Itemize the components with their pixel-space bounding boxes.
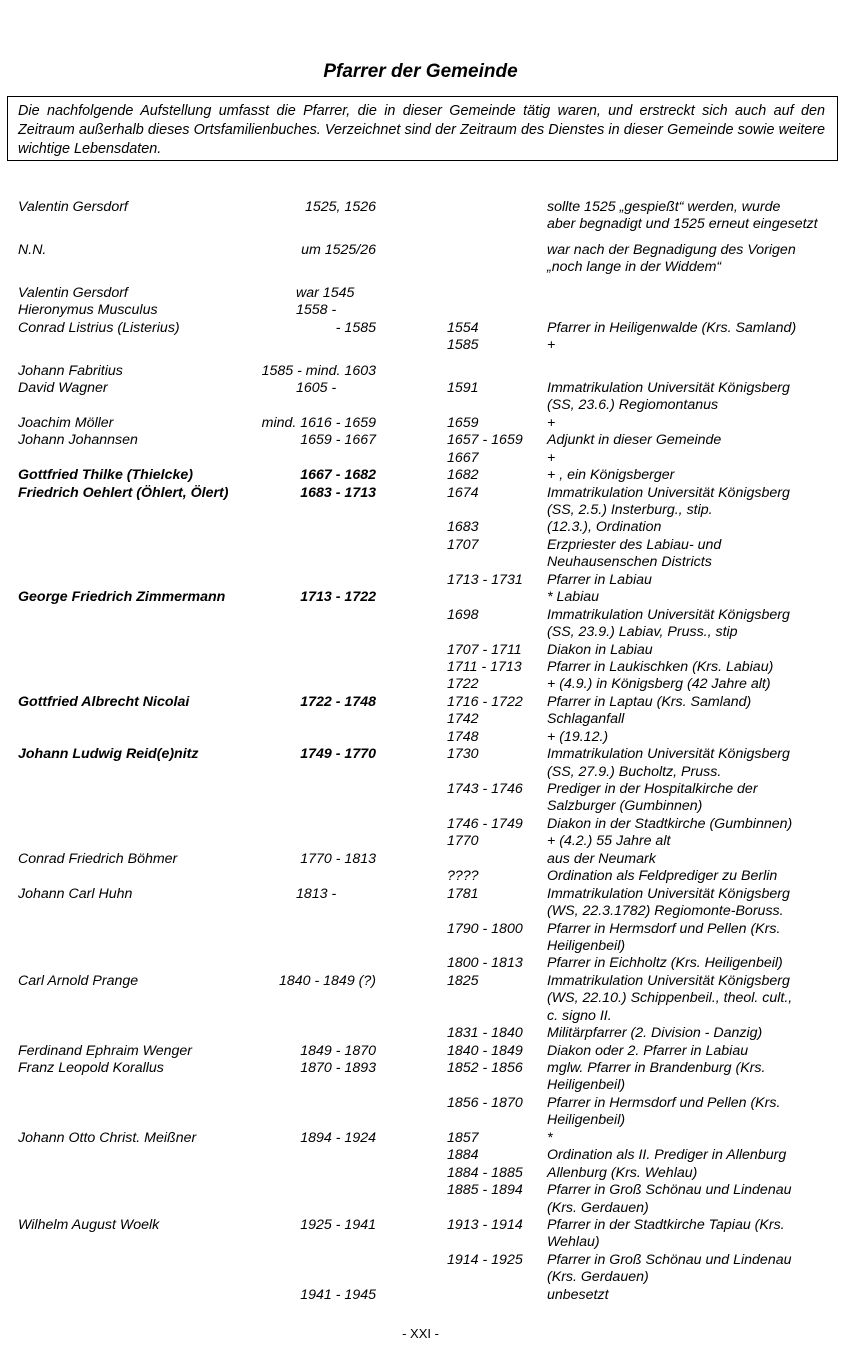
row-spacer (0, 234, 841, 242)
event-note: Militärpfarrer (2. Division - Danzig) (547, 1025, 763, 1042)
event-year: 1840 - 1849 (447, 1042, 523, 1059)
table-row (0, 1269, 841, 1286)
event-year: 1698 (447, 606, 479, 623)
service-term: 1770 - 1813 (300, 850, 376, 867)
event-note: Pfarrer in Hermsdorf und Pellen (Krs. (547, 1094, 781, 1111)
table-row (0, 199, 841, 216)
event-note: Pfarrer in Groß Schönau und Lindenau (547, 1182, 792, 1199)
pastor-name: Johann Carl Huhn (18, 885, 133, 902)
event-note: Immatrikulation Universität Königsberg (547, 972, 790, 989)
table-row (0, 1112, 841, 1129)
event-note: Pfarrer in Laptau (Krs. Samland) (547, 693, 752, 710)
service-term: war 1545 (296, 284, 355, 301)
event-year: 1585 (447, 337, 479, 354)
pastor-name: Wilhelm August Woelk (18, 1216, 160, 1233)
table-row (0, 694, 841, 711)
event-note: Pfarrer in Labiau (547, 571, 652, 588)
service-term: 1894 - 1924 (300, 1129, 376, 1146)
event-note: Schlaganfall (547, 711, 625, 728)
event-note: Pfarrer in Heiligenwalde (Krs. Samland) (547, 319, 797, 336)
table-row (0, 816, 841, 833)
pastor-name: George Friedrich Zimmermann (18, 589, 226, 606)
pastor-name: N.N. (18, 241, 47, 258)
pastor-name: Valentin Gersdorf (18, 284, 128, 301)
event-year: 1667 (447, 449, 479, 466)
table-row (0, 302, 841, 319)
event-year: 1884 (447, 1147, 479, 1164)
event-year: 1852 - 1856 (447, 1060, 523, 1076)
table-row (0, 886, 841, 903)
event-year: 1790 - 1800 (447, 920, 523, 937)
event-year: 1742 (447, 711, 479, 728)
event-note: „noch lange in der Widdem“ (547, 259, 722, 276)
table-row (0, 1165, 841, 1182)
event-year: 1659 (447, 414, 479, 431)
event-year: 1770 (447, 833, 479, 850)
event-year: 1711 - 1713 (447, 658, 522, 675)
event-year: 1914 - 1925 (447, 1251, 523, 1268)
event-year: 1683 (447, 519, 479, 536)
event-note: Heiligenbeil) (547, 1112, 626, 1129)
event-note: Immatrikulation Universität Königsberg (547, 484, 790, 501)
table-row (0, 537, 841, 554)
event-year: 1913 - 1914 (447, 1216, 523, 1233)
table-row (0, 938, 841, 955)
event-year: 1781 (447, 885, 479, 902)
service-term: 1722 - 1748 (300, 693, 376, 710)
intro-box: Die nachfolgende Aufstellung umfasst die Pfarrer, die in dieser Gemeinde tätig waren, und erstreckt sich auch auf den Zeitraum außerhalb dieses Ortsfamilienbuches. Verzeichnet sind der Zeitraum des Dienstes in dieser Gemeinde sowie weitere wichtige Lebensdaten. (7, 96, 838, 161)
event-year: 1707 (447, 536, 479, 553)
table-row (0, 973, 841, 990)
event-note: + (4.9.) in Königsberg (42 Jahre alt) (547, 676, 771, 693)
event-note: + (547, 337, 556, 354)
table-row (0, 1077, 841, 1094)
table-row (0, 903, 841, 920)
event-note: Pfarrer in Groß Schönau und Lindenau (547, 1251, 792, 1268)
pastor-name: Franz Leopold Korallus (18, 1060, 164, 1076)
table-row (0, 868, 841, 885)
pastor-name: Ferdinand Ephraim Wenger (18, 1042, 193, 1059)
event-note: Wehlau) (547, 1234, 600, 1251)
event-note: Pfarrer in Laukischken (Krs. Labiau) (547, 658, 774, 675)
service-term: 1713 - 1722 (300, 589, 376, 606)
table-row (0, 990, 841, 1007)
pastor-name: Johann Ludwig Reid(e)nitz (18, 746, 199, 763)
table-row (0, 1200, 841, 1217)
table-row (0, 1130, 841, 1147)
table-row (0, 337, 841, 354)
event-note: Immatrikulation Universität Königsberg (547, 746, 790, 763)
table-row (0, 1095, 841, 1112)
event-year: 1800 - 1813 (447, 955, 523, 972)
table-row (0, 1147, 841, 1164)
event-note: Allenburg (Krs. Wehlau) (547, 1164, 698, 1181)
event-year: 1591 (447, 379, 479, 396)
event-year: 1657 - 1659 (447, 432, 523, 449)
table-row (0, 711, 841, 728)
event-year: 1713 - 1731 (447, 571, 523, 588)
event-note: aber begnadigt und 1525 erneut eingesetzt (547, 216, 818, 233)
event-year: 1856 - 1870 (447, 1094, 523, 1111)
event-note: sollte 1525 „gespießt“ werden, wurde (547, 199, 781, 215)
table-row (0, 285, 841, 302)
table-row (0, 624, 841, 641)
table-row (0, 467, 841, 484)
event-note: unbesetzt (547, 1286, 609, 1303)
event-note: (WS, 22.10.) Schippenbeil., theol. cult., (547, 990, 793, 1007)
event-year: 1730 (447, 746, 479, 763)
event-year: 1746 - 1749 (447, 815, 523, 832)
table-row (0, 1008, 841, 1025)
pastor-name: David Wagner (18, 379, 108, 396)
table-row (0, 259, 841, 276)
table-row (0, 607, 841, 624)
table-row (0, 485, 841, 502)
event-note: aus der Neumark (547, 850, 656, 867)
table-row (0, 242, 841, 259)
event-note: Diakon in der Stadtkirche (Gumbinnen) (547, 815, 793, 832)
event-note: (12.3.), Ordination (547, 519, 662, 536)
table-row (0, 415, 841, 432)
pastor-name: Gottfried Albrecht Nicolai (18, 693, 190, 710)
event-note: Prediger in der Hospitalkirche der (547, 781, 758, 797)
table-row (0, 798, 841, 815)
service-term: 1525, 1526 (304, 199, 376, 215)
pastor-name: Joachim Möller (18, 414, 114, 431)
table-row (0, 432, 841, 449)
table-row (0, 955, 841, 972)
pastor-name: Valentin Gersdorf (18, 199, 128, 215)
event-note: (SS, 27.9.) Bucholtz, Pruss. (547, 763, 722, 780)
service-term: 1659 - 1667 (300, 432, 376, 449)
event-note: Pfarrer in Eichholtz (Krs. Heiligenbeil) (547, 955, 783, 972)
event-note: (SS, 23.6.) Regiomontanus (547, 397, 719, 414)
event-year: 1674 (447, 484, 479, 501)
row-spacer (0, 277, 841, 285)
table-row (0, 729, 841, 746)
event-note: + , ein Königsberger (547, 467, 675, 484)
table-row (0, 572, 841, 589)
event-note: Erzpriester des Labiau- und (547, 536, 722, 553)
table-row (0, 380, 841, 397)
table-row (0, 554, 841, 571)
row-spacer (0, 355, 841, 363)
table-row (0, 397, 841, 414)
event-year: 1857 (447, 1129, 479, 1146)
event-note: Pfarrer in der Stadtkirche Tapiau (Krs. (547, 1216, 785, 1233)
table-row (0, 519, 841, 536)
service-term: 1558 - (296, 302, 337, 319)
event-note: (Krs. Gerdauen) (547, 1269, 649, 1286)
table-row (0, 1217, 841, 1234)
event-note: Ordination als Feldprediger zu Berlin (547, 868, 778, 885)
table-row (0, 320, 841, 337)
service-term: 1605 - (296, 379, 337, 396)
table-row (0, 746, 841, 763)
table-row (0, 363, 841, 380)
event-year: 1722 (447, 676, 479, 693)
event-year: 1831 - 1840 (447, 1025, 523, 1042)
event-note: Immatrikulation Universität Königsberg (547, 379, 790, 396)
service-term: 1683 - 1713 (300, 484, 376, 501)
service-term: - 1585 (335, 319, 376, 336)
event-note: + (547, 449, 556, 466)
event-year: 1554 (447, 319, 479, 336)
table-row (0, 1234, 841, 1251)
event-year: 1716 - 1722 (447, 693, 523, 710)
service-term: 1813 - (296, 885, 337, 902)
event-note: Pfarrer in Hermsdorf und Pellen (Krs. (547, 920, 781, 937)
table-row (0, 1025, 841, 1042)
table-row (0, 659, 841, 676)
event-note: (Krs. Gerdauen) (547, 1199, 649, 1216)
service-term: um 1525/26 (301, 241, 376, 258)
service-term: 1925 - 1941 (300, 1216, 376, 1233)
event-note: Salzburger (Gumbinnen) (547, 798, 703, 815)
table-row (0, 502, 841, 519)
event-note: + (547, 414, 556, 431)
service-term: 1941 - 1945 (300, 1286, 376, 1303)
table-row (0, 589, 841, 606)
service-term: mind. 1616 - 1659 (261, 414, 376, 431)
event-note: Heiligenbeil) (547, 1077, 626, 1094)
event-note: (WS, 22.3.1782) Regiomonte-Boruss. (547, 903, 784, 920)
table-row (0, 781, 841, 798)
event-note: * Labiau (547, 589, 600, 606)
event-year: ???? (447, 868, 479, 885)
pastor-name: Johann Johannsen (18, 432, 138, 449)
event-note: * (547, 1129, 553, 1146)
event-note: war nach der Begnadigung des Vorigen (547, 241, 796, 258)
table-row (0, 1252, 841, 1269)
pastor-name: Friedrich Oehlert (Öhlert, Ölert) (18, 484, 229, 501)
table-row (0, 1182, 841, 1199)
event-year: 1682 (447, 467, 479, 484)
event-note: + (19.12.) (547, 728, 609, 745)
event-note: (SS, 23.9.) Labiav, Pruss., stip (547, 624, 738, 641)
event-year: 1743 - 1746 (447, 781, 523, 797)
table-row (0, 833, 841, 850)
table-row (0, 1287, 841, 1304)
pastor-list (0, 199, 841, 1304)
event-note: c. signo II. (547, 1007, 612, 1024)
service-term: 1849 - 1870 (300, 1042, 376, 1059)
table-row (0, 764, 841, 781)
table-row (0, 450, 841, 467)
event-note: Immatrikulation Universität Königsberg (547, 885, 790, 902)
event-note: + (4.2.) 55 Jahre alt (547, 833, 671, 850)
event-note: Diakon oder 2. Pfarrer in Labiau (547, 1042, 749, 1059)
pastor-name: Conrad Listrius (Listerius) (18, 319, 180, 336)
page-number: - XXI - (402, 1326, 439, 1341)
page-title: Pfarrer der Gemeinde (323, 61, 518, 82)
table-row (0, 851, 841, 868)
event-note: (SS, 2.5.) Insterburg., stip. (547, 502, 713, 518)
table-row (0, 921, 841, 938)
event-note: Adjunkt in dieser Gemeinde (547, 432, 722, 449)
event-note: Neuhausenschen Districts (547, 554, 712, 571)
service-term: 1585 - mind. 1603 (261, 362, 376, 379)
table-row (0, 216, 841, 233)
event-note: Ordination als II. Prediger in Allenburg (547, 1147, 787, 1164)
pastor-name: Johann Otto Christ. Meißner (18, 1129, 197, 1146)
service-term: 1870 - 1893 (300, 1060, 376, 1076)
pastor-name: Gottfried Thilke (Thielcke) (18, 467, 194, 484)
event-year: 1707 - 1711 (447, 641, 522, 658)
event-year: 1748 (447, 728, 479, 745)
event-year: 1885 - 1894 (447, 1182, 523, 1199)
event-note: Heiligenbeil) (547, 937, 626, 954)
service-term: 1840 - 1849 (?) (278, 972, 376, 989)
table-row (0, 676, 841, 693)
event-note: Diakon in Labiau (547, 641, 653, 658)
table-row (0, 642, 841, 659)
table-row (0, 1043, 841, 1060)
service-term: 1667 - 1682 (300, 467, 376, 484)
table-row (0, 1060, 841, 1077)
service-term: 1749 - 1770 (300, 746, 376, 763)
pastor-name: Carl Arnold Prange (18, 972, 139, 989)
pastor-name: Johann Fabritius (18, 362, 123, 379)
event-note: Immatrikulation Universität Königsberg (547, 606, 790, 623)
event-note: mglw. Pfarrer in Brandenburg (Krs. (547, 1060, 766, 1076)
event-year: 1884 - 1885 (447, 1164, 523, 1181)
pastor-name: Conrad Friedrich Böhmer (18, 850, 178, 867)
pastor-name: Hieronymus Musculus (18, 302, 158, 319)
event-year: 1825 (447, 972, 479, 989)
